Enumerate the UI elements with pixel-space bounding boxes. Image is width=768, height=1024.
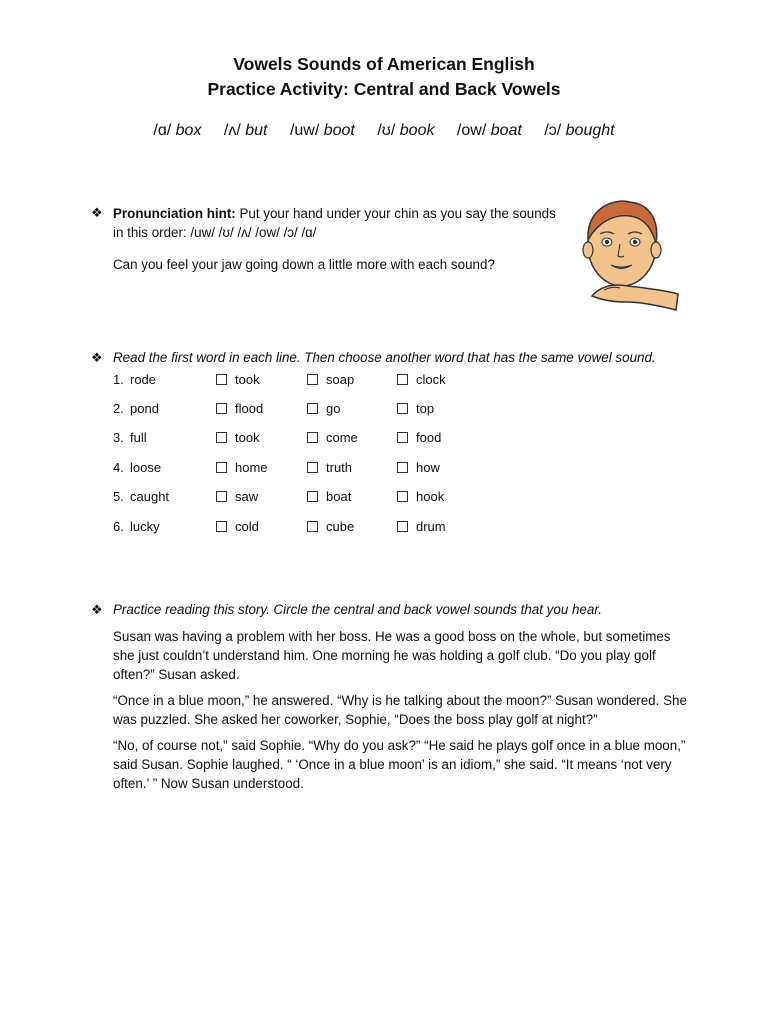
checkbox-icon[interactable]: [397, 462, 408, 473]
row-word: loose: [130, 460, 162, 475]
checkbox-icon[interactable]: [216, 403, 227, 414]
option-checkbox[interactable]: [397, 519, 446, 534]
row-word: lucky: [130, 519, 160, 534]
option-label: flood: [235, 401, 264, 416]
checkbox-icon[interactable]: [307, 491, 318, 502]
vowel-item: [457, 122, 522, 140]
option-checkbox[interactable]: [397, 489, 444, 504]
option-checkbox[interactable]: [397, 401, 434, 416]
vowel-symbol: /ʊ/: [377, 122, 396, 139]
checkbox-icon[interactable]: [216, 432, 227, 443]
row-number: 1.: [113, 372, 124, 387]
hint-text: Put your hand under your chin as you say the sounds in this order: /uw/ /ʊ/ /ʌ/ /ow/ /ɔ/ /ɑ/: [113, 206, 556, 240]
option-checkbox[interactable]: [307, 430, 358, 445]
story-paragraph: Susan was having a problem with her boss. He was a good boss on the whole, but sometimes she just couldn’t understand him. One morning he was holding a golf club. “Do you play golf often?” Susan asked.: [113, 629, 671, 682]
option-label: clock: [416, 372, 446, 387]
story-paragraph: “No, of course not,” said Sophie. “Why do you ask?” “He said he plays golf once in a blue moon,” said Susan. Sophie laughed. “ ‘Once in a blue moon’ is an idiom,” she said. “It means ‘not very often.’ ” Now Susan understood.: [113, 738, 686, 791]
option-checkbox[interactable]: [216, 430, 260, 445]
option-checkbox[interactable]: [307, 460, 352, 475]
checkbox-icon[interactable]: [397, 374, 408, 385]
vowel-item: [377, 122, 434, 140]
option-checkbox[interactable]: [397, 430, 441, 445]
vowel-list: [0, 122, 768, 140]
vowel-example: boat: [490, 122, 522, 139]
title-line-2: Practice Activity: Central and Back Vowels: [207, 79, 561, 99]
option-label: took: [235, 372, 260, 387]
title-line-1: Vowels Sounds of American English: [233, 54, 535, 74]
option-label: truth: [326, 460, 353, 475]
checkbox-icon[interactable]: [216, 491, 227, 502]
pronunciation-hint: [113, 204, 568, 242]
vowel-item: [290, 122, 355, 140]
checkbox-icon[interactable]: [307, 521, 318, 532]
bullet-icon: ❖: [91, 602, 103, 617]
checkbox-icon[interactable]: [307, 374, 318, 385]
option-label: boat: [326, 489, 352, 504]
exercise2-instruction: Practice reading this story. Circle the central and back vowel sounds that you hear.: [113, 602, 603, 617]
vowel-item: [153, 122, 201, 140]
option-label: home: [235, 460, 268, 475]
face-with-hand-under-chin-icon: [574, 198, 684, 318]
vowel-symbol: /ʌ/: [223, 122, 241, 139]
option-checkbox[interactable]: [216, 489, 258, 504]
option-label: go: [326, 401, 341, 416]
hint-question: Can you feel your jaw going down a little more with each sound?: [113, 257, 495, 272]
option-label: drum: [416, 519, 446, 534]
option-checkbox[interactable]: [216, 519, 259, 534]
vowel-example: but: [245, 122, 268, 139]
option-label: how: [416, 460, 440, 475]
option-checkbox[interactable]: [216, 460, 268, 475]
checkbox-icon[interactable]: [307, 462, 318, 473]
option-label: come: [326, 430, 358, 445]
row-word: rode: [130, 372, 157, 387]
checkbox-icon[interactable]: [216, 521, 227, 532]
checkbox-icon[interactable]: [216, 462, 227, 473]
option-checkbox[interactable]: [307, 372, 354, 387]
vowel-example: book: [399, 122, 435, 139]
checkbox-icon[interactable]: [397, 491, 408, 502]
row-word: caught: [130, 489, 170, 504]
row-number: 5.: [113, 489, 124, 504]
option-label: saw: [235, 489, 259, 504]
row-word: full: [130, 430, 147, 445]
option-label: food: [416, 430, 442, 445]
bullet-icon: ❖: [91, 350, 103, 365]
vowel-item: [224, 122, 268, 140]
option-checkbox[interactable]: [307, 401, 340, 416]
vowel-symbol: /ow/: [456, 122, 487, 139]
option-label: cold: [235, 519, 259, 534]
row-number: 2.: [113, 401, 124, 416]
exercise1-instruction: Read the first word in each line. Then choose another word that has the same vowel sound.: [113, 350, 656, 365]
row-number: 6.: [113, 519, 124, 534]
option-checkbox[interactable]: [397, 372, 446, 387]
vowel-symbol: /ɔ/: [544, 122, 562, 139]
checkbox-icon[interactable]: [397, 521, 408, 532]
option-label: soap: [326, 372, 355, 387]
option-checkbox[interactable]: [307, 519, 354, 534]
vowel-symbol: /uw/: [289, 122, 320, 139]
hint-label: Pronunciation hint:: [113, 206, 236, 221]
option-checkbox[interactable]: [397, 460, 440, 475]
option-checkbox[interactable]: [307, 489, 351, 504]
bullet-icon: ❖: [91, 205, 103, 220]
option-label: cube: [326, 519, 355, 534]
story-paragraph: “Once in a blue moon,” he answered. “Why is he talking about the moon?” Susan wondered. She was puzzled. She asked her coworker, Sophie, “Does the boss play golf at night?”: [113, 693, 687, 727]
checkbox-icon[interactable]: [397, 403, 408, 414]
checkbox-icon[interactable]: [216, 374, 227, 385]
option-label: hook: [416, 489, 445, 504]
vowel-symbol: /ɑ/: [153, 122, 172, 139]
checkbox-icon[interactable]: [307, 432, 318, 443]
option-checkbox[interactable]: [216, 401, 263, 416]
vowel-example: bought: [565, 122, 615, 139]
vowel-example: boot: [323, 122, 355, 139]
vowel-item: [544, 122, 614, 140]
row-word: pond: [130, 401, 159, 416]
checkbox-icon[interactable]: [307, 403, 318, 414]
option-label: top: [416, 401, 435, 416]
option-checkbox[interactable]: [216, 372, 260, 387]
checkbox-icon[interactable]: [397, 432, 408, 443]
row-number: 3.: [113, 430, 124, 445]
row-number: 4.: [113, 460, 124, 475]
vowel-example: box: [175, 122, 202, 139]
story-text: [113, 627, 691, 800]
option-label: took: [235, 430, 260, 445]
